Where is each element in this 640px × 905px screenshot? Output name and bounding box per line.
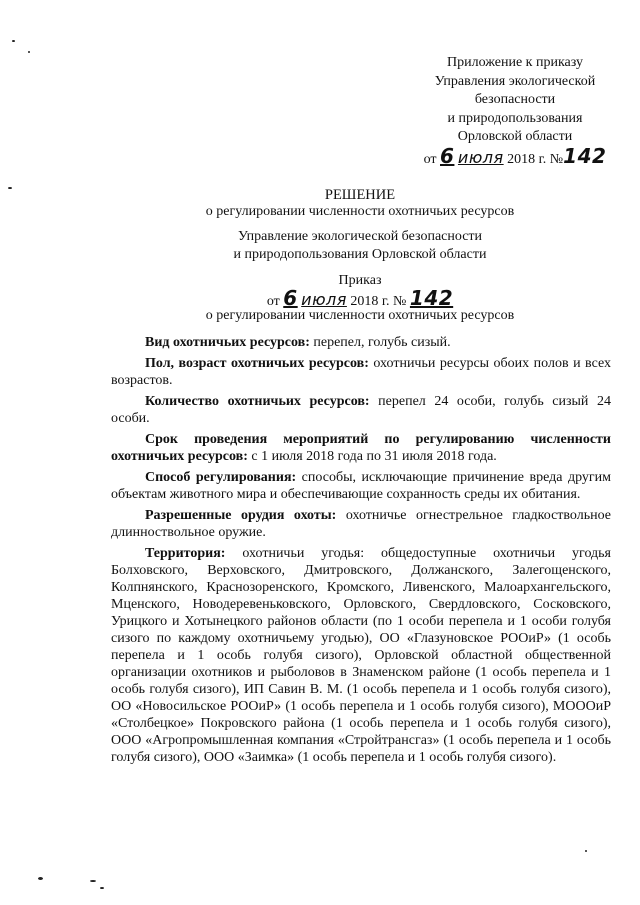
appendix-line-2: Управления экологической [434,73,596,89]
quantity-text: перепел 24 особи, голубь сизый 24 особи. [111,394,611,426]
paragraph-sex-age [111,355,611,389]
authority-line-2: и природопользования Орловской области [233,247,487,262]
term-text: с 1 июля 2018 года по 31 июля 2018 года. [247,449,497,464]
order-date-year: 2018 г. № [350,294,407,309]
paragraph-term [111,431,611,465]
appendix-line-3: безопасности [474,92,556,107]
order-date-prefix: от [266,294,280,309]
paragraph-method [111,469,611,503]
scan-speck [90,880,96,882]
appendix-date-prefix: от [423,151,437,167]
order-date-month: июля [301,290,347,309]
weapons-text: охотничье огнестрельное гладкоствольное длинноствольное оружие. [111,508,611,540]
sex-age-label: Пол, возраст охотничьих ресурсов: [145,356,369,371]
appendix-date-day: 6 [440,143,455,168]
order-date-number: 142 [409,286,454,310]
scan-speck [38,877,43,880]
species-label: Вид охотничьих ресурсов: [145,335,310,350]
order-label: Приказ [338,273,382,288]
decision-title: РЕШЕНИЕ [324,187,396,203]
territory-text: охотничьи угодья: общедоступные охотничьи угодья Болховского, Верховского, Дмитровского, Должанского, Залегощенского, Колпнянского, Краснозоренского, Кромского, Ливенского, Малоархангельского, Мценского, Новодеревеньковского, Орловского, Свердловского, Сосковского, Урицкого и Хотынецкого районов области (по 1 особи перепела и 1 особи голубя сизого по каждому охотничьему угодью), ОО «Глазуновское РООиР» (1 особь перепела и 1 особь голубя сизого), Орловской областной общественной организации охотников и рыболовов в Знаменском районе (1 особь перепела и 1 особь голубя сизого), ИП Савин В. М. (1 особь перепела и 1 особь голубя сизого), ОО «Новосильское РООиР» (1 особь перепела и 1 особь голубя сизого), МОООиР «Столбецкое» Покровского района (1 особь перепела и 1 особь голубя сизого), ООО «Агропромышленная компания «Стройтрансгаз» (1 особь перепела и 1 особь голубя сизого), ООО «Заимка» (1 особь перепела и 1 особь голубя сизого). [111,546,611,765]
scan-speck [28,51,30,53]
territory-label: Территория: [145,546,226,561]
authority-line-1: Управление экологической безопасности [237,229,483,244]
appendix-line-1: Приложение к приказу [447,55,583,70]
appendix-header [395,54,635,169]
appendix-date-month: июля [457,147,504,167]
paragraph-weapons [111,507,611,541]
method-label: Способ регулирования: [145,470,297,485]
scan-speck [12,40,15,42]
appendix-date-line [395,143,635,170]
paragraph-territory [111,545,611,766]
quantity-label: Количество охотничьих ресурсов: [145,394,370,409]
scan-speck [100,887,104,889]
decision-subtitle: о регулировании численности охотничьих ресурсов [205,204,515,219]
term-label: Срок проведения мероприятий по регулированию численности охотничьих ресурсов: [111,432,611,464]
order-subject: о регулировании численности охотничьих ресурсов [205,308,515,323]
paragraph-quantity [111,393,611,427]
appendix-line-4: и природопользования [447,110,583,126]
decision-body [111,334,611,770]
weapons-label: Разрешенные орудия охоты: [145,508,337,523]
order-date-day: 6 [283,286,298,310]
scan-speck [8,187,12,189]
appendix-date-year: 2018 г. № [507,151,564,167]
species-text: перепел, голубь сизый. [309,335,451,350]
appendix-date-number: 142 [563,143,607,168]
appendix-line-5: Орловской области [457,129,573,144]
sex-age-text: охотничьи ресурсы обоих полов и всех возрастов. [111,356,611,388]
method-text: способы, исключающие причинение вреда другим объектам животного мира и обеспечивающие сохранность среды их обитания. [111,470,611,502]
scan-speck [585,850,587,852]
paragraph-species [111,334,611,351]
